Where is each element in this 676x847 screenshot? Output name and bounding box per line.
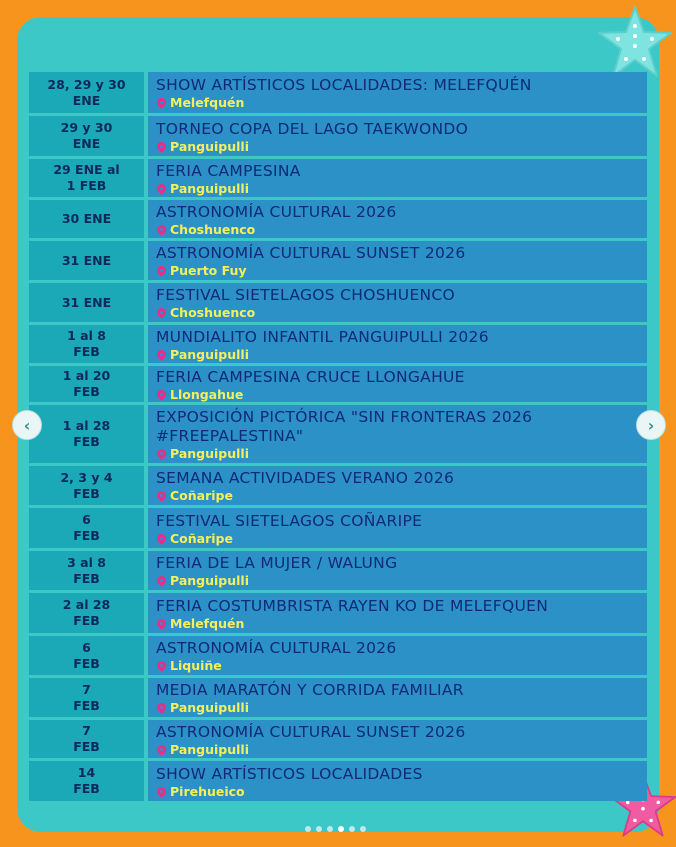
location-pin-icon — [155, 96, 168, 109]
event-date-line: 1 al 28 — [62, 418, 111, 433]
carousel-dot[interactable] — [360, 826, 366, 832]
event-location — [156, 305, 639, 320]
event-date-line: 7 — [82, 681, 91, 697]
event-details — [148, 720, 647, 758]
event-title: ASTRONOMÍA CULTURAL 2026 — [156, 639, 397, 657]
event-location — [156, 531, 639, 546]
carousel-dot[interactable] — [327, 826, 333, 832]
event-title: SEMANA ACTIVIDADES VERANO 2026 — [156, 469, 455, 487]
event-location — [156, 784, 639, 799]
event-date — [29, 116, 144, 156]
event-details — [148, 241, 647, 280]
event-location-name: Melefquén — [170, 95, 245, 110]
carousel-indicator — [305, 826, 366, 832]
event-location-name: Choshuenco — [170, 221, 256, 237]
event-date — [29, 761, 144, 801]
event-location-name: Choshuenco — [170, 305, 256, 320]
event-location-name: Panguipulli — [170, 741, 249, 757]
event-location-name: Liquiñe — [170, 658, 222, 673]
event-date-line: FEB — [73, 434, 100, 449]
event-location-name: Melefquén — [170, 615, 245, 631]
event-location — [156, 742, 639, 757]
event-date-line: FEB — [73, 739, 100, 754]
event-location — [156, 658, 639, 673]
event-details — [148, 636, 647, 675]
event-details — [148, 366, 647, 402]
event-title: FESTIVAL SIETELAGOS CHOSHUENCO — [156, 286, 456, 304]
event-title: MUNDIALITO INFANTIL PANGUIPULLI 2026 — [156, 327, 489, 346]
event-row — [29, 405, 647, 463]
event-date-line: FEB — [73, 485, 100, 501]
event-row — [29, 761, 647, 801]
event-date-line: FEB — [73, 781, 100, 796]
location-pin-icon — [155, 701, 168, 714]
event-row — [29, 466, 647, 505]
chevron-right-icon: › — [647, 415, 655, 435]
event-date-line: FEB — [73, 613, 100, 628]
event-date — [29, 200, 144, 238]
location-pin-icon — [155, 223, 168, 236]
event-date — [29, 551, 144, 590]
event-date — [29, 325, 144, 363]
event-date — [29, 405, 144, 463]
event-date-line: ENE — [72, 136, 101, 151]
event-details — [148, 761, 647, 801]
event-title: ASTRONOMÍA CULTURAL SUNSET 2026 — [156, 722, 466, 741]
event-title: FERIA COSTUMBRISTA RAYEN KO DE MELEFQUEN — [156, 596, 549, 615]
event-title: SHOW ARTÍSTICOS LOCALIDADES — [156, 764, 423, 783]
location-pin-icon — [155, 306, 168, 319]
event-title: MEDIA MARATÓN Y CORRIDA FAMILIAR — [156, 681, 464, 699]
event-date-line: FEB — [73, 384, 100, 399]
event-location — [156, 347, 639, 362]
location-pin-icon — [155, 264, 168, 277]
event-date — [29, 283, 144, 322]
event-row — [29, 325, 647, 363]
event-date — [29, 466, 144, 505]
event-date-line: 31 ENE — [61, 294, 112, 310]
event-title: EXPOSICIÓN PICTÓRICA "SIN FRONTERAS 2026 #FREEPALESTINA" — [156, 408, 533, 445]
event-title: FERIA DE LA MUJER / WALUNG — [156, 554, 398, 572]
event-location-name: Panguipulli — [170, 346, 249, 362]
event-date-line: 2 al 28 — [62, 597, 111, 612]
event-date — [29, 678, 144, 717]
event-row — [29, 551, 647, 590]
location-pin-icon — [155, 617, 168, 630]
prev-slide-button[interactable] — [12, 410, 42, 440]
event-date-line: 6 — [82, 512, 91, 527]
event-details — [148, 466, 647, 505]
event-details — [148, 593, 647, 633]
location-pin-icon — [155, 659, 168, 672]
event-title: ASTRONOMÍA CULTURAL SUNSET 2026 — [156, 244, 466, 262]
event-title: SHOW ARTÍSTICOS LOCALIDADES: MELEFQUÉN — [156, 76, 532, 94]
event-location — [156, 446, 639, 461]
event-location — [156, 488, 639, 503]
event-date-line: 31 ENE — [61, 252, 112, 268]
event-details — [148, 200, 647, 238]
carousel-dot[interactable] — [316, 826, 322, 832]
event-date-line: 1 al 20 — [62, 368, 111, 383]
event-details — [148, 72, 647, 113]
event-date — [29, 636, 144, 675]
event-location-name: Pirehueico — [170, 783, 245, 799]
event-row — [29, 283, 647, 322]
event-date — [29, 508, 144, 548]
event-location-name: Panguipulli — [170, 180, 249, 196]
event-details — [148, 325, 647, 363]
location-pin-icon — [155, 182, 168, 195]
event-date-line: 29 y 30 — [60, 120, 113, 135]
event-row — [29, 159, 647, 197]
location-pin-icon — [155, 388, 168, 401]
location-pin-icon — [155, 348, 168, 361]
event-location-name: Panguipulli — [170, 573, 249, 588]
event-date-line: 29 ENE al — [53, 162, 120, 177]
event-date-line: 7 — [82, 723, 91, 738]
event-row — [29, 508, 647, 548]
carousel-dot[interactable] — [305, 826, 311, 832]
event-date-line: 6 — [82, 639, 91, 655]
event-title: FESTIVAL SIETELAGOS COÑARIPE — [156, 511, 423, 530]
event-date-line: FEB — [73, 655, 100, 671]
event-date — [29, 593, 144, 633]
event-row — [29, 636, 647, 675]
event-location — [156, 222, 639, 237]
event-date-line: 14 — [77, 765, 96, 780]
event-location-name: Coñaripe — [170, 488, 233, 503]
event-location — [156, 616, 639, 631]
event-location — [156, 181, 639, 196]
event-row — [29, 72, 647, 113]
event-date-line: 3 al 8 — [67, 554, 106, 570]
event-date-line: FEB — [73, 528, 100, 543]
event-title: FERIA CAMPESINA CRUCE LLONGAHUE — [156, 367, 465, 386]
event-row — [29, 241, 647, 280]
event-details — [148, 283, 647, 322]
location-pin-icon — [155, 447, 168, 460]
event-date-line: FEB — [73, 570, 100, 586]
event-details — [148, 508, 647, 548]
event-location-name: Panguipulli — [170, 446, 249, 461]
event-list — [29, 72, 647, 804]
location-pin-icon — [155, 489, 168, 502]
event-row — [29, 720, 647, 758]
event-location — [156, 700, 639, 715]
event-row — [29, 200, 647, 238]
event-title: FERIA CAMPESINA — [156, 161, 301, 180]
event-title: ASTRONOMÍA CULTURAL 2026 — [156, 202, 397, 221]
event-date-line: 2, 3 y 4 — [60, 469, 113, 485]
event-location — [156, 573, 639, 588]
event-date — [29, 366, 144, 402]
event-date-line: 1 FEB — [66, 178, 107, 193]
event-details — [148, 159, 647, 197]
carousel-dot[interactable] — [349, 826, 355, 832]
event-date-line: 28, 29 y 30 — [47, 76, 126, 92]
event-date-line: FEB — [73, 697, 100, 713]
event-row — [29, 593, 647, 633]
event-row — [29, 116, 647, 156]
event-details — [148, 678, 647, 717]
event-date-line: 1 al 8 — [67, 328, 106, 343]
event-date-line: ENE — [72, 92, 101, 108]
event-details — [148, 551, 647, 590]
location-pin-icon — [155, 532, 168, 545]
carousel-dot[interactable] — [338, 826, 344, 832]
event-row — [29, 366, 647, 402]
event-date — [29, 72, 144, 113]
event-date — [29, 241, 144, 280]
starfish-decoration-top — [596, 4, 674, 82]
event-location-name: Llongahue — [170, 386, 244, 402]
chevron-left-icon: ‹ — [23, 415, 31, 435]
event-row — [29, 678, 647, 717]
event-location — [156, 139, 639, 154]
event-title: TORNEO COPA DEL LAGO TAEKWONDO — [156, 119, 469, 138]
event-details — [148, 405, 647, 463]
event-date-line: 30 ENE — [61, 211, 112, 226]
location-pin-icon — [155, 785, 168, 798]
next-slide-button[interactable] — [636, 410, 666, 440]
event-date-line: FEB — [73, 344, 100, 359]
location-pin-icon — [155, 574, 168, 587]
event-location-name: Panguipulli — [170, 700, 249, 715]
event-location-name: Coñaripe — [170, 530, 233, 546]
event-location-name: Panguipulli — [170, 138, 249, 154]
location-pin-icon — [155, 140, 168, 153]
event-date — [29, 159, 144, 197]
event-location — [156, 95, 639, 110]
event-details — [148, 116, 647, 156]
event-location — [156, 263, 639, 278]
event-location-name: Puerto Fuy — [170, 263, 247, 278]
location-pin-icon — [155, 743, 168, 756]
event-date — [29, 720, 144, 758]
event-location — [156, 387, 639, 402]
